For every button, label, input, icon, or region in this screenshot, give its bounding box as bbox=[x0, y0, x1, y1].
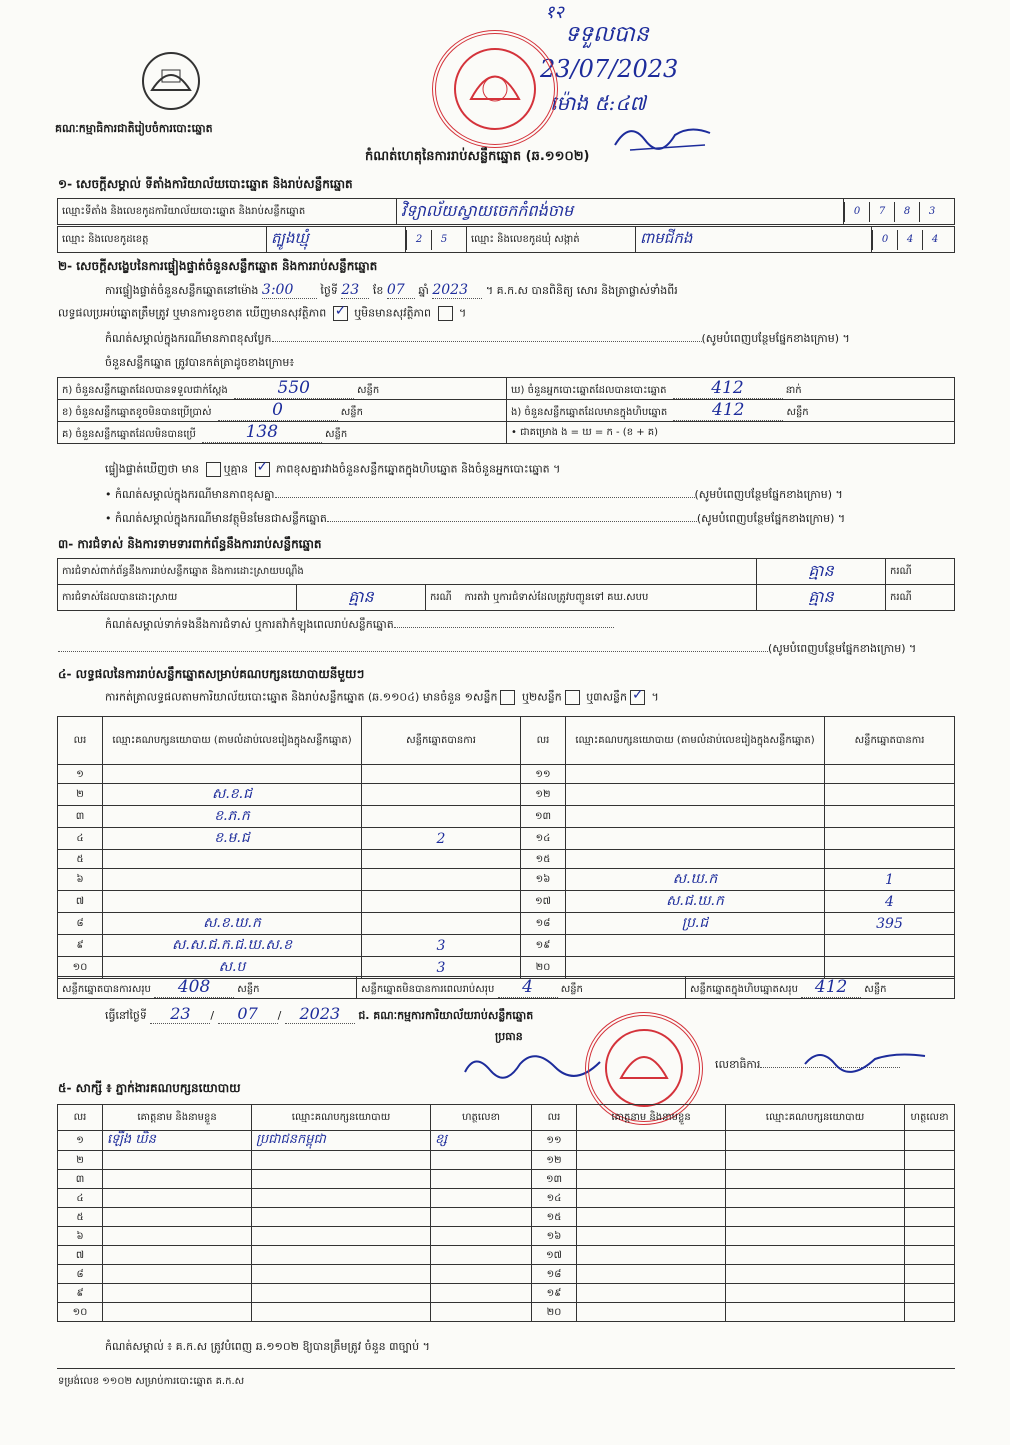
witness-name bbox=[103, 1284, 252, 1303]
no-diff-checkbox[interactable] bbox=[255, 462, 270, 477]
witness-party bbox=[726, 1131, 905, 1151]
results-table: លរ ឈ្មោះគណបក្សនយោបាយ (តាមលំដាប់លេខរៀងក្នុងសន្លឹកឆ្នោត) សន្លឹកឆ្នោតបានការ លរ ឈ្មោះគណបក្សនយោបាយ (តាមលំដាប់លេខរៀងក្នុងសន្លឹកឆ្នោត) សន្លឹកឆ្នោតបានការ ១ ១១ ២ ស.ខ.ជ ១២ ៣ ខ.ភ.ក ១៣ ៤ ខ.ម.ជ 2 ១៤ ៥ ១៥ ៦ ១៦ ស.ឃ.ក 1 ៧ ១៧ ស.ជ.ឃ.ក 4 ៨ ស.ខ.ឃ.ក ១៨ ប្រ.ជ 395 ៩ ស.ស.ជ.ក.ជ.ឃ.ស.ខ 3 ១៩ ១០ ស.ប 3 ២០ bbox=[57, 716, 955, 979]
party-votes bbox=[825, 784, 955, 806]
party-votes bbox=[362, 891, 521, 913]
stamp-seal-icon bbox=[432, 30, 558, 148]
witness-signature bbox=[905, 1208, 955, 1227]
witness-party bbox=[252, 1303, 431, 1322]
row-number: ១ bbox=[58, 765, 103, 784]
row-number: ១៧ bbox=[521, 891, 566, 913]
witness-signature bbox=[905, 1303, 955, 1322]
witness-party bbox=[726, 1151, 905, 1170]
party-name bbox=[566, 784, 825, 806]
table-row bbox=[58, 806, 955, 828]
witness-name bbox=[577, 1284, 726, 1303]
box-condition-line: លទ្ធផលប្រអប់ឆ្នោតត្រឹមត្រូវ ឬមានការខូចខាត ឃើញមានសុវត្ថិភាព ✓ ឬមិនមានសុវត្ថិភាព ។ bbox=[58, 306, 466, 323]
commune-value: ពាមជីកង bbox=[636, 227, 872, 253]
row-number: ១៤ bbox=[521, 828, 566, 850]
row-number: ៩ bbox=[58, 935, 103, 957]
witness-name: ឡើង ឃិន bbox=[103, 1131, 252, 1151]
witness-name bbox=[577, 1151, 726, 1170]
unsafe-checkbox[interactable] bbox=[438, 306, 453, 321]
witness-signature: ខ្ស bbox=[431, 1131, 532, 1151]
row-number: ៥ bbox=[58, 850, 103, 869]
witness-signature bbox=[431, 1246, 532, 1265]
witness-signature bbox=[905, 1227, 955, 1246]
party-votes: 3 bbox=[362, 957, 521, 979]
commune-code: 0 4 4 bbox=[872, 227, 955, 253]
province-table bbox=[57, 226, 955, 253]
table-row bbox=[58, 1208, 955, 1227]
party-votes: 3 bbox=[362, 935, 521, 957]
party-name: ស.ខ.ឃ.ក bbox=[103, 913, 362, 935]
witness-signature bbox=[431, 1170, 532, 1189]
party-name: ស.ឃ.ក bbox=[566, 869, 825, 891]
witness-signature bbox=[431, 1265, 532, 1284]
party-name: ខ.ម.ជ bbox=[103, 828, 362, 850]
verification-line: ការផ្ទៀងផ្ទាត់ចំនួនសន្លឹកឆ្នោតនៅម៉ោង 3:00 ថ្ងៃទី 23 ខែ 07 ឆ្នាំ 2023 ។ គ.ក.ស បានពិនិត្យ សោរ និងត្រាផ្លាស់ទាំងពីរ bbox=[105, 282, 678, 298]
row-number: ១០ bbox=[58, 957, 103, 979]
party-name: ស.ជ.ឃ.ក bbox=[566, 891, 825, 913]
row-number: ៥ bbox=[58, 1208, 103, 1227]
sheet3-checkbox[interactable] bbox=[630, 690, 645, 705]
table-row bbox=[58, 1284, 955, 1303]
witness-party bbox=[252, 1151, 431, 1170]
objection-table: ការជំទាស់ពាក់ព័ន្ធនឹងការរាប់សន្លឹកឆ្នោត និងការដោះស្រាយបណ្តឹង គ្មាន ករណី ការជំទាស់ដែលបានដោះស្រាយ គ្មាន ករណី ការតវ៉ា ឬការជំទាស់ដែលត្រូវបញ្ជូនទៅ គឃ.សបប គ្មាន ករណី bbox=[57, 558, 955, 611]
handwritten-receipt: ទទួលបាន bbox=[565, 22, 649, 47]
table-row bbox=[58, 765, 955, 784]
witness-name bbox=[103, 1246, 252, 1265]
witness-party bbox=[252, 1246, 431, 1265]
row-number: ១៩ bbox=[521, 935, 566, 957]
handwritten-number: १२ bbox=[545, 2, 564, 23]
witness-signature bbox=[431, 1284, 532, 1303]
party-votes: 395 bbox=[825, 913, 955, 935]
party-votes: 1 bbox=[825, 869, 955, 891]
handwritten-time: ម៉ោង ៥:៤៧ bbox=[550, 91, 646, 115]
total-valid: 408 bbox=[154, 977, 234, 998]
witness-signature bbox=[431, 1303, 532, 1322]
row-number: ២ bbox=[58, 1151, 103, 1170]
party-name bbox=[566, 850, 825, 869]
row-number: ៨ bbox=[58, 1265, 103, 1284]
table-row bbox=[58, 891, 955, 913]
bullet-foreign: • កំណត់សម្គាល់ក្នុងករណីមានវត្ថុមិនមែនជាសន្លឹកឆ្នោត (សូមបំពេញបន្ថែមផ្នែកខាងក្រោម) ។ bbox=[105, 512, 846, 525]
witness-signature bbox=[431, 1208, 532, 1227]
totals-table: សន្លឹកឆ្នោតបានការសរុប 408 សន្លឹក សន្លឹកឆ្នោតមិនបានការពេលរាប់សរុប 4 សន្លឹក សន្លឹកឆ្នោតក្នុងហិបឆ្នោតសរុប 412 សន្លឹក bbox=[57, 976, 955, 999]
count-e: ង) ចំនួនសន្លឹកឆ្នោតដែលមានក្នុងហិបឆ្នោត 412 សន្លឹក bbox=[507, 400, 955, 422]
row-number: ១៤ bbox=[532, 1189, 577, 1208]
row-number: ៧ bbox=[58, 1246, 103, 1265]
section3-heading: ៣- ការជំទាស់ និងការទាមទារពាក់ព័ន្ធនឹងការរាប់សន្លឹកឆ្នោត bbox=[58, 537, 322, 551]
row-number: ២០ bbox=[532, 1303, 577, 1322]
count-d: ឃ) ចំនួនអ្នកបោះឆ្នោតដែលបានបោះឆ្នោត 412 នាក់ bbox=[507, 378, 955, 400]
has-diff-checkbox[interactable] bbox=[206, 462, 221, 477]
footer-text: ទម្រង់លេខ ១១០២ សម្រាប់ការបោះឆ្នោត គ.ក.ស bbox=[58, 1376, 245, 1387]
objection-fill-note: (សូមបំពេញបន្ថែមផ្នែកខាងក្រោម) ។ bbox=[58, 642, 916, 658]
party-votes bbox=[825, 828, 955, 850]
witness-signature bbox=[905, 1189, 955, 1208]
sheet2-checkbox[interactable] bbox=[565, 690, 580, 705]
party-votes bbox=[362, 784, 521, 806]
signature-icon bbox=[610, 115, 720, 158]
safe-checkbox[interactable] bbox=[333, 306, 348, 321]
count-formula: • ជាគម្រោង ង = ឃ = ក - (ខ + គ) bbox=[507, 422, 955, 444]
witness-name bbox=[577, 1303, 726, 1322]
party-votes bbox=[825, 806, 955, 828]
witness-signature bbox=[905, 1170, 955, 1189]
row-number: ១៦ bbox=[521, 869, 566, 891]
witness-name bbox=[577, 1227, 726, 1246]
witness-party bbox=[252, 1227, 431, 1246]
row-number: ១៧ bbox=[532, 1246, 577, 1265]
row-number: ១៥ bbox=[532, 1208, 577, 1227]
row-number: ៨ bbox=[58, 913, 103, 935]
witness-signature bbox=[905, 1284, 955, 1303]
witness-name bbox=[103, 1170, 252, 1189]
row-number: ២០ bbox=[521, 957, 566, 979]
province-label: ឈ្មោះ និងលេខកូដខេត្ត bbox=[58, 227, 267, 253]
witness-party bbox=[252, 1284, 431, 1303]
row-number: ១១ bbox=[532, 1131, 577, 1151]
table-row bbox=[58, 1189, 955, 1208]
party-votes bbox=[825, 850, 955, 869]
witness-party bbox=[726, 1265, 905, 1284]
witness-name bbox=[103, 1189, 252, 1208]
document-title: កំណត់ហេតុនៃការរាប់សន្លឹកឆ្នោត (ឆ.១១០២) bbox=[365, 149, 590, 164]
row-number: ១៨ bbox=[532, 1265, 577, 1284]
party-votes bbox=[362, 850, 521, 869]
sheet1-checkbox[interactable] bbox=[500, 690, 515, 705]
party-name bbox=[103, 869, 362, 891]
count-intro: ចំនួនសន្លឹកឆ្នោត ត្រូវបានកត់ត្រាដូចខាងក្រោម៖ bbox=[105, 356, 295, 369]
location-value: វិទ្យាល័យស្វាយចេកកំពង់ចាម bbox=[397, 199, 844, 225]
row-number: ៦ bbox=[58, 1227, 103, 1246]
party-name: ប្រ.ជ bbox=[566, 913, 825, 935]
section2-heading: ២- សេចក្តីសង្ខេបនៃការផ្ទៀងផ្ទាត់ចំនួនសន្លឹកឆ្នោត និងការរាប់សន្លឹកឆ្នោត bbox=[58, 259, 378, 273]
row-number: ៣ bbox=[58, 806, 103, 828]
witness-name bbox=[577, 1189, 726, 1208]
result-sheet-count: ការកត់ត្រាលទ្ធផលតាមការិយាល័យបោះឆ្នោត និងរាប់សន្លឹកឆ្នោត (ឆ.១១០៤) មានចំនួន ១សន្លឹក ឬ២សន្លឹក ឬ៣សន្លឹក✓ ។ bbox=[105, 690, 659, 707]
table-row bbox=[58, 784, 955, 806]
party-name bbox=[103, 891, 362, 913]
secretary-signature-icon bbox=[800, 1044, 930, 1077]
party-name bbox=[566, 765, 825, 784]
party-name: ស.ប bbox=[103, 957, 362, 979]
table-row bbox=[58, 1131, 955, 1151]
resolved-value: គ្មាន bbox=[297, 585, 426, 611]
bullet-diff: • កំណត់សម្គាល់ក្នុងករណីមានភាពខុសគ្នា (សូមបំពេញបន្ថែមផ្នែកខាងក្រោម) ។ bbox=[105, 488, 843, 501]
table-row bbox=[58, 935, 955, 957]
witness-table: លរ គោត្តនាម និងនាមខ្លួន ឈ្មោះគណបក្សនយោបាយ ហត្ថលេខា លរ គោត្តនាម និងនាមខ្លួន ឈ្មោះគណបក្សនយោបាយ ហត្ថលេខា ១ ឡើង ឃិន ប្រជាជនកម្ពុជា ខ្ស ១១ ២ ១២ ៣ ១៣ ៤ ១៤ ៥ ១៥ ៦ ១៦ ៧ ១៧ ៨ ១៨ ៩ ១៩ ១០ ២០ bbox=[57, 1104, 955, 1322]
committee-name: គណៈកម្មាធិការជាតិរៀបចំការបោះឆ្នោត bbox=[55, 122, 213, 135]
witness-name bbox=[577, 1208, 726, 1227]
footer-divider bbox=[57, 1368, 955, 1369]
witness-name bbox=[577, 1246, 726, 1265]
witness-signature bbox=[905, 1151, 955, 1170]
row-number: ១៥ bbox=[521, 850, 566, 869]
witness-party bbox=[252, 1189, 431, 1208]
row-number: ៤ bbox=[58, 828, 103, 850]
row-number: ១៨ bbox=[521, 913, 566, 935]
table-row bbox=[58, 850, 955, 869]
party-votes bbox=[825, 935, 955, 957]
section4-heading: ៤- លទ្ធផលនៃការរាប់សន្លឹកឆ្នោតសម្រាប់គណបក្សនយោបាយនីមួយៗ bbox=[58, 667, 365, 681]
witness-party bbox=[726, 1170, 905, 1189]
national-emblem-icon bbox=[140, 50, 202, 112]
party-votes bbox=[362, 765, 521, 784]
party-name bbox=[566, 806, 825, 828]
discrepancy-note: កំណត់សម្គាល់ក្នុងករណីមានភាពខុសប្លែក (សូមបំពេញបន្ថែមផ្នែកខាងក្រោម) ។ bbox=[105, 332, 850, 345]
row-number: ៧ bbox=[58, 891, 103, 913]
party-name bbox=[103, 765, 362, 784]
footnote: កំណត់សម្គាល់ ៖ គ.ក.ស ត្រូវបំពេញ ឆ.១១០២ ឱ្យបានត្រឹមត្រូវ ចំនួន ៣ច្បាប់ ។ bbox=[105, 1340, 430, 1353]
witness-signature bbox=[431, 1189, 532, 1208]
witness-name bbox=[577, 1170, 726, 1189]
witness-signature bbox=[905, 1246, 955, 1265]
count-b: ខ) ចំនួនសន្លឹកឆ្នោតខូចមិនបានប្រើប្រាស់ 0 សន្លឹក bbox=[58, 400, 507, 422]
row-number: ១៣ bbox=[521, 806, 566, 828]
row-number: ២ bbox=[58, 784, 103, 806]
party-votes bbox=[362, 806, 521, 828]
location-code: 0 7 8 3 bbox=[844, 199, 955, 225]
location-table bbox=[57, 198, 955, 225]
signing-date-line: ធ្វើនៅថ្ងៃទី 23 / 07 / 2023 ជ. គណៈកម្មការការិយាល័យរាប់សន្លឹកឆ្នោត bbox=[105, 1004, 534, 1023]
witness-name bbox=[577, 1265, 726, 1284]
party-votes bbox=[362, 869, 521, 891]
row-number: ១៣ bbox=[532, 1170, 577, 1189]
witness-party bbox=[252, 1170, 431, 1189]
row-number: ១១ bbox=[521, 765, 566, 784]
party-name: ខ.ភ.ក bbox=[103, 806, 362, 828]
witness-name bbox=[103, 1303, 252, 1322]
witness-signature bbox=[905, 1265, 955, 1284]
verify-time: 3:00 bbox=[262, 282, 317, 299]
total-invalid: 4 bbox=[498, 977, 558, 998]
party-name bbox=[103, 850, 362, 869]
section1-heading: ១- សេចក្តីសម្គាល់ ទីតាំងការិយាល័យបោះឆ្នោត និងរាប់សន្លឹកឆ្នោត bbox=[58, 177, 353, 191]
commune-label: ឈ្មោះ និងលេខកូដឃុំ សង្កាត់ bbox=[467, 227, 636, 253]
witness-name bbox=[103, 1227, 252, 1246]
province-code: 2 5 bbox=[406, 227, 467, 253]
party-name bbox=[566, 935, 825, 957]
row-number: ១៩ bbox=[532, 1284, 577, 1303]
table-row bbox=[58, 1170, 955, 1189]
objection-label: ការជំទាស់ពាក់ព័ន្ធនឹងការរាប់សន្លឹកឆ្នោត និងការដោះស្រាយបណ្តឹង bbox=[58, 559, 757, 585]
table-row bbox=[58, 828, 955, 850]
party-name bbox=[566, 828, 825, 850]
row-number: ១២ bbox=[521, 784, 566, 806]
witness-name bbox=[103, 1208, 252, 1227]
witness-party bbox=[726, 1303, 905, 1322]
witness-signature bbox=[431, 1151, 532, 1170]
witness-party: ប្រជាជនកម្ពុជា bbox=[252, 1131, 431, 1151]
party-name: ស.ស.ជ.ក.ជ.ឃ.ស.ខ bbox=[103, 935, 362, 957]
row-number: ៣ bbox=[58, 1170, 103, 1189]
witness-signature bbox=[431, 1227, 532, 1246]
witness-party bbox=[252, 1208, 431, 1227]
forwarded-value: គ្មាន bbox=[757, 585, 886, 611]
witness-party bbox=[252, 1265, 431, 1284]
row-number: ៩ bbox=[58, 1284, 103, 1303]
table-row bbox=[58, 1227, 955, 1246]
province-value: ត្បូងឃ្មុំ bbox=[267, 227, 406, 253]
row-number: ១២ bbox=[532, 1151, 577, 1170]
witness-party bbox=[726, 1284, 905, 1303]
table-row bbox=[58, 1265, 955, 1284]
row-number: ១៦ bbox=[532, 1227, 577, 1246]
witness-party bbox=[726, 1208, 905, 1227]
table-row bbox=[58, 1303, 955, 1322]
witness-name bbox=[103, 1151, 252, 1170]
witness-party bbox=[726, 1246, 905, 1265]
count-table bbox=[57, 377, 955, 444]
objection-note: កំណត់សម្គាល់ទាក់ទងនឹងការជំទាស់ ឬការតវ៉ាកំឡុងពេលរាប់សន្លឹកឆ្នោត bbox=[105, 618, 614, 634]
witness-party bbox=[726, 1227, 905, 1246]
forwarded-label: ករណី ការតវ៉ា ឬការជំទាស់ដែលត្រូវបញ្ជូនទៅ គឃ.សបប bbox=[426, 585, 757, 611]
table-row bbox=[58, 1246, 955, 1265]
match-line: ផ្ទៀងផ្ទាត់ឃើញថា មាន ឬគ្មាន ✓ ភាពខុសគ្នារវាងចំនួនសន្លឹកឆ្នោតក្នុងហិបឆ្នោត និងចំនួនអ្នកបោះឆ្នោត ។ bbox=[105, 462, 560, 479]
party-votes: 2 bbox=[362, 828, 521, 850]
table-row bbox=[58, 1151, 955, 1170]
chair-label: ប្រធាន bbox=[495, 1030, 523, 1043]
party-votes bbox=[825, 765, 955, 784]
count-c: គ) ចំនួនសន្លឹកឆ្នោតដែលមិនបានប្រើ 138 សន្លឹក bbox=[58, 422, 507, 444]
total-box: 412 bbox=[801, 977, 861, 998]
row-number: ៤ bbox=[58, 1189, 103, 1208]
witness-name bbox=[103, 1265, 252, 1284]
location-label: ឈ្មោះទីតាំង និងលេខកូដការិយាល័យបោះឆ្នោត និងរាប់សន្លឹកឆ្នោត bbox=[58, 199, 397, 225]
party-votes bbox=[362, 913, 521, 935]
row-number: ៦ bbox=[58, 869, 103, 891]
handwritten-date: 23/07/2023 bbox=[540, 55, 679, 83]
resolved-label: ការជំទាស់ដែលបានដោះស្រាយ bbox=[58, 585, 297, 611]
section5-heading: ៥- សាក្សី ៖ ភ្នាក់ងារគណបក្សនយោបាយ bbox=[58, 1081, 241, 1095]
secretary-line: លេខាធិការ bbox=[715, 1058, 900, 1074]
count-a: ក) ចំនួនសន្លឹកឆ្នោតដែលបានទទួលជាក់ស្តែង 550 សន្លឹក bbox=[58, 378, 507, 400]
objection-value: គ្មាន bbox=[757, 559, 886, 585]
witness-party bbox=[726, 1189, 905, 1208]
witness-signature bbox=[905, 1131, 955, 1151]
witness-name bbox=[577, 1131, 726, 1151]
row-number: ១ bbox=[58, 1131, 103, 1151]
row-number: ១០ bbox=[58, 1303, 103, 1322]
table-row bbox=[58, 869, 955, 891]
party-name: ស.ខ.ជ bbox=[103, 784, 362, 806]
table-row bbox=[58, 913, 955, 935]
party-votes: 4 bbox=[825, 891, 955, 913]
